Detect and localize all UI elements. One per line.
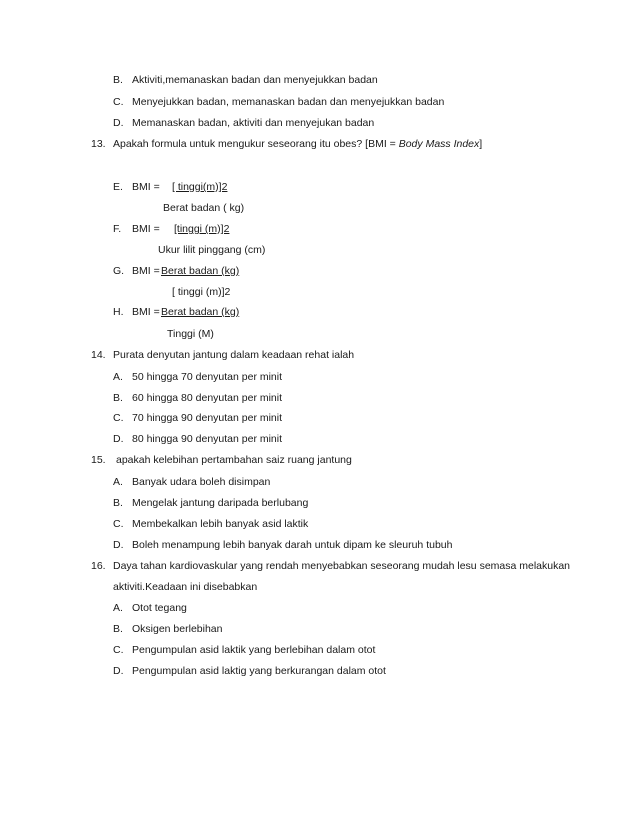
question-text: Purata denyutan jantung dalam keadaan rehat ialah (113, 349, 355, 361)
option-text: 80 hingga 90 denyutan per minit (132, 433, 283, 445)
option-text: Boleh menampung lebih banyak darah untuk dipam ke sleuruh tubuh (132, 539, 453, 551)
option-text: Pengumpulan asid laktig yang berkurangan dalam otot (132, 665, 386, 677)
question-number: 16. (91, 560, 106, 572)
formula-denominator: [ tinggi (m)]2 (172, 286, 231, 298)
option-text: Membekalkan lebih banyak asid laktik (132, 518, 309, 530)
option-text: Pengumpulan asid laktik yang berlebihan dalam otot (132, 644, 376, 656)
question-number: 15. (91, 454, 106, 466)
option-letter: D. (113, 665, 124, 677)
formula-numerator: [ tinggi(m)]2 (172, 181, 228, 193)
formula-numerator: [tinggi (m)]2 (174, 223, 230, 235)
bmi-prefix: BMI = (132, 306, 160, 318)
formula-denominator: Tinggi (M) (167, 328, 214, 340)
option-letter: C. (113, 518, 124, 530)
option-text: Otot tegang (132, 602, 187, 614)
question-number: 13. (91, 138, 106, 150)
option-text: 70 hingga 90 denyutan per minit (132, 412, 283, 424)
bmi-prefix: BMI = (132, 181, 160, 193)
option-letter: F. (113, 223, 122, 235)
option-text: Oksigen berlebihan (132, 623, 223, 635)
formula-denominator: Berat badan ( kg) (163, 202, 245, 214)
option-letter: D. (113, 433, 124, 445)
option-text: Menyejukkan badan, memanaskan badan dan menyejukkan badan (132, 96, 445, 108)
option-letter: C. (113, 412, 124, 424)
option-letter: H. (113, 306, 124, 318)
option-letter: A. (113, 371, 123, 383)
option-letter: B. (113, 497, 123, 509)
option-letter: A. (113, 476, 123, 488)
bmi-prefix: BMI = (132, 265, 160, 277)
option-letter: E. (113, 181, 123, 193)
option-letter: G. (113, 265, 125, 277)
question-text: apakah kelebihan pertambahan saiz ruang jantung (116, 454, 352, 466)
question-text: Apakah formula untuk mengukur seseorang itu obes? [BMI = Body Mass Index] (113, 138, 483, 150)
formula-numerator: Berat badan (kg) (161, 306, 240, 318)
formula-numerator: Berat badan (kg) (161, 265, 240, 277)
question-text-line-1: Daya tahan kardiovaskular yang rendah menyebabkan seseorang mudah lesu semasa melakukan (113, 560, 571, 572)
option-letter: C. (113, 96, 124, 108)
option-text: Banyak udara boleh disimpan (132, 476, 271, 488)
option-letter: B. (113, 74, 123, 86)
option-letter: D. (113, 539, 124, 551)
option-text: Memanaskan badan, aktiviti dan menyejukan badan (132, 117, 375, 129)
option-letter: C. (113, 644, 124, 656)
option-text: Aktiviti,memanaskan badan dan menyejukkan badan (132, 74, 378, 86)
formula-denominator: Ukur lilit pinggang (cm) (158, 244, 266, 256)
option-text: 50 hingga 70 denyutan per minit (132, 371, 283, 383)
option-letter: B. (113, 392, 123, 404)
question-text-line-2: aktiviti.Keadaan ini disebabkan (113, 581, 258, 593)
option-text: 60 hingga 80 denyutan per minit (132, 392, 283, 404)
bmi-prefix: BMI = (132, 223, 160, 235)
option-letter: B. (113, 623, 123, 635)
option-text: Mengelak jantung daripada berlubang (132, 497, 309, 509)
option-letter: D. (113, 117, 124, 129)
option-letter: A. (113, 602, 123, 614)
question-number: 14. (91, 349, 106, 361)
